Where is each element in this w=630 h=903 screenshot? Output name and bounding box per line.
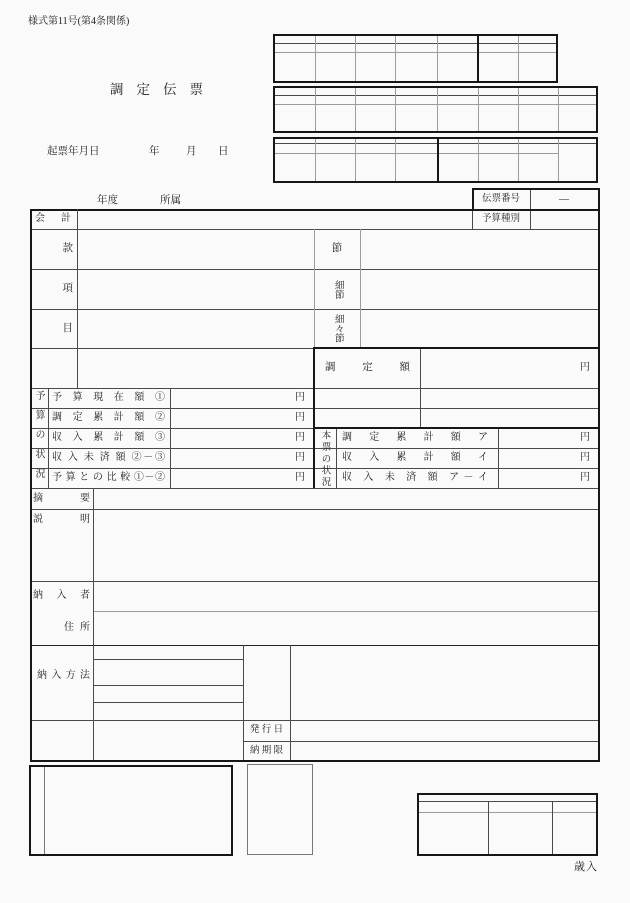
grid-line xyxy=(395,88,396,131)
budget-status-row-label: 予 算 現 在 額 ① xyxy=(52,392,165,403)
section-saisaisetsu-label: 細々節 xyxy=(332,314,343,343)
grid-line xyxy=(360,229,361,348)
grid-line xyxy=(355,139,356,181)
grid-line xyxy=(93,611,598,612)
page-title: 調定伝票 xyxy=(110,82,216,97)
explanation-label: 説 明 xyxy=(33,514,90,525)
grid-line xyxy=(32,488,598,489)
form-number: 様式第11号(第4条関係) xyxy=(28,16,130,27)
grid-line xyxy=(530,211,531,229)
budget-status-row-unit: 円 xyxy=(295,392,305,403)
grid-line xyxy=(395,36,396,81)
budget-status-row-label: 調 定 累 計 額 ② xyxy=(52,412,165,423)
slip-status-heading: 本票の状況 xyxy=(319,430,330,489)
grid-line xyxy=(32,645,598,646)
grid-line xyxy=(355,88,356,131)
grid-line xyxy=(518,36,519,81)
section-ko-label: 項 xyxy=(62,283,73,294)
section-kan-label: 款 xyxy=(62,243,73,254)
summary-label: 摘 要 xyxy=(33,493,90,504)
grid-line xyxy=(315,388,598,389)
section-saisetsu-label: 細節 xyxy=(332,279,343,299)
grid-line xyxy=(275,95,596,96)
era-year-label: 年 xyxy=(149,146,160,157)
section-setsu-label: 節 xyxy=(331,243,343,254)
grid-line xyxy=(313,429,315,488)
budget-status-row-unit: 円 xyxy=(295,432,305,443)
grid-line xyxy=(558,88,559,131)
account-label: 会 計 xyxy=(35,213,71,224)
grid-line xyxy=(552,801,553,854)
grid-line xyxy=(93,659,243,660)
grid-line xyxy=(478,88,479,131)
assessment-amount-unit: 円 xyxy=(580,362,590,373)
grid-line xyxy=(355,36,356,81)
grid-line xyxy=(488,801,489,854)
slip-status-row-unit: 円 xyxy=(580,432,590,443)
payment-method-label: 納 入 方 法 xyxy=(37,670,90,681)
slip-status-row-label: 調 定 累 計 額 ア xyxy=(342,432,488,443)
budget-status-heading: 予算の状況 xyxy=(33,390,44,488)
section-moku-label: 目 xyxy=(62,323,73,334)
grid-line xyxy=(32,509,598,510)
grid-line xyxy=(315,408,598,409)
budget-status-row-unit: 円 xyxy=(295,452,305,463)
grid-line xyxy=(419,812,596,813)
grid-line xyxy=(93,685,243,686)
slip-status-row-unit: 円 xyxy=(580,452,590,463)
grid-line xyxy=(32,581,598,582)
grid-line xyxy=(44,767,45,854)
grid-line xyxy=(518,88,519,131)
budget-status-row-unit: 円 xyxy=(295,472,305,483)
grid-line xyxy=(315,139,316,181)
grid-line xyxy=(275,52,556,53)
slip-number-value: — xyxy=(559,194,569,205)
department-label: 所属 xyxy=(160,195,181,206)
grid-line xyxy=(30,760,600,762)
assessment-amount-label: 調 定 額 xyxy=(325,362,410,373)
grid-line xyxy=(315,88,316,131)
budget-status-row-label: 収 入 累 計 額 ③ xyxy=(52,432,165,443)
grid-line xyxy=(395,139,396,181)
approval-stamp-subtable xyxy=(437,137,598,183)
summary-stamp-table xyxy=(417,793,598,856)
fiscal-year-label: 年度 xyxy=(97,195,118,206)
grid-line xyxy=(275,43,556,44)
grid-line xyxy=(93,488,94,760)
receipt-stamp-box xyxy=(29,765,233,856)
slip-number-label: 伝票番号 xyxy=(481,194,520,204)
slip-status-row-unit: 円 xyxy=(580,472,590,483)
stamp-box xyxy=(247,764,313,855)
grid-line xyxy=(32,720,598,721)
era-day-label: 日 xyxy=(218,146,229,157)
issue-date-label: 起票年月日 xyxy=(47,146,100,157)
approval-stamp-table-2 xyxy=(273,86,598,133)
grid-line xyxy=(419,801,596,802)
grid-line xyxy=(315,36,316,81)
grid-line xyxy=(437,36,438,81)
payer-label: 納 入 者 xyxy=(33,590,90,601)
slip-status-row-label: 収 入 累 計 額 イ xyxy=(342,452,488,463)
address-label: 住 所 xyxy=(64,622,90,633)
slip-status-row-label: 収 入 未 済 額 ア－イ xyxy=(342,472,488,483)
grid-line xyxy=(77,209,78,388)
grid-line xyxy=(477,34,479,83)
budget-type-label: 予算種別 xyxy=(481,214,520,224)
grid-line xyxy=(598,209,600,762)
grid-line xyxy=(93,702,243,703)
due-date-field-label: 納 期 限 xyxy=(249,746,284,756)
grid-line xyxy=(275,104,596,105)
era-month-label: 月 xyxy=(186,146,197,157)
grid-line xyxy=(290,645,291,760)
grid-line xyxy=(243,741,598,742)
budget-status-row-label: 予 算 と の 比 較 ①－② xyxy=(52,472,165,483)
grid-line xyxy=(32,348,313,349)
issue-date-field-label: 発 行 日 xyxy=(249,725,284,735)
budget-status-row-unit: 円 xyxy=(295,412,305,423)
budget-status-row-label: 収 入 未 済 額 ②－③ xyxy=(52,452,165,463)
revenue-type-label: 歳入 xyxy=(574,861,598,873)
grid-line xyxy=(437,88,438,131)
